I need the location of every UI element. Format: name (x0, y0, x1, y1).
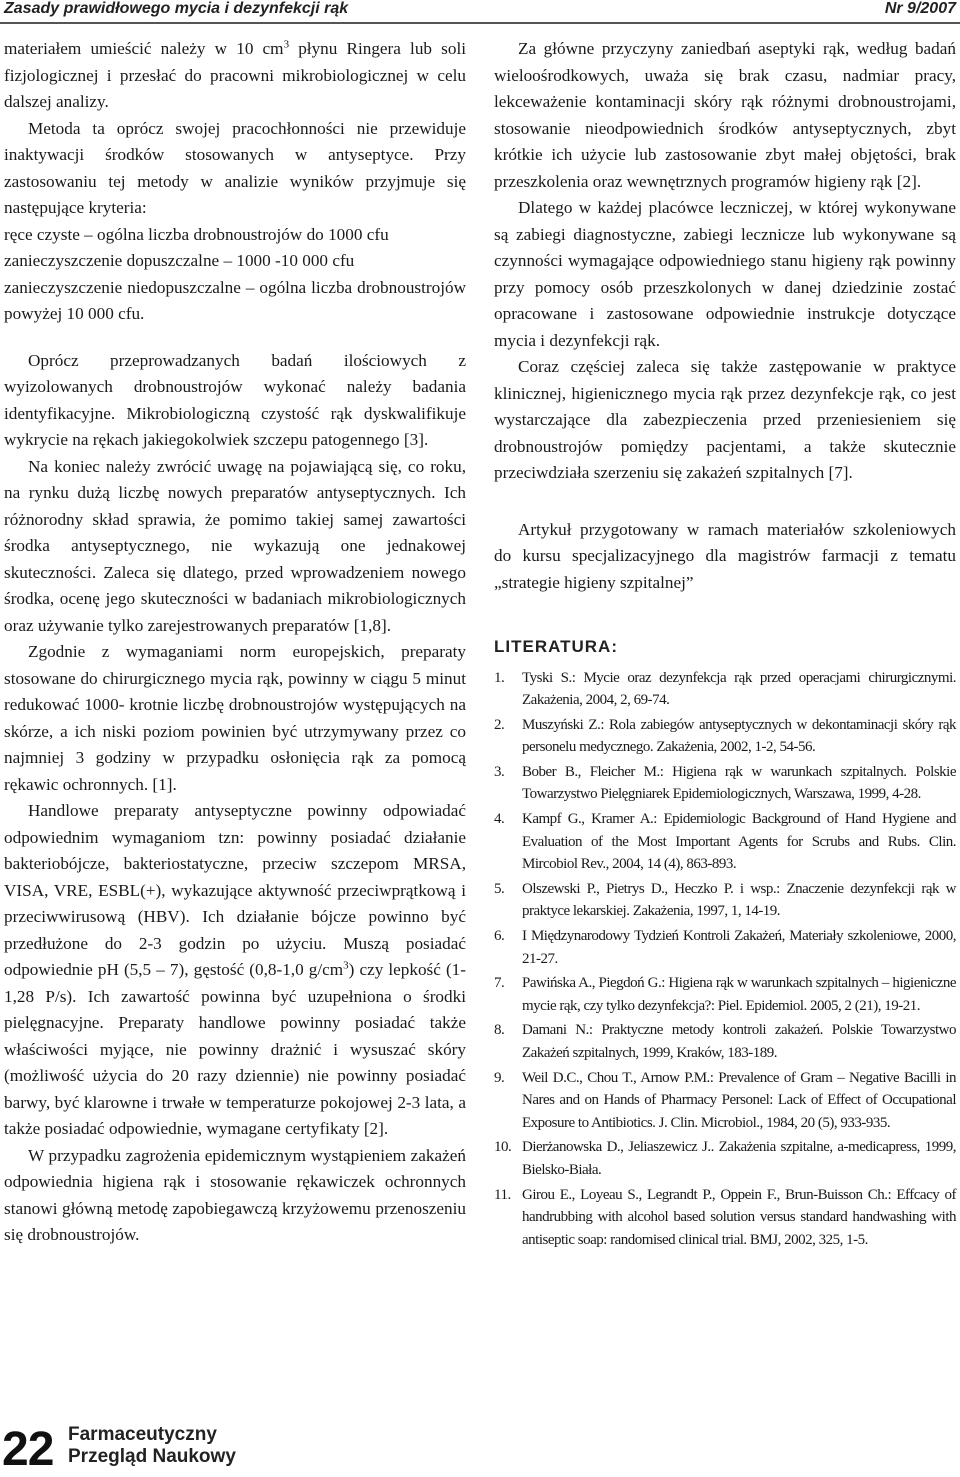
paragraph: Oprócz przeprowadzanych badań ilościowych z wyizolowanych drobnoustrojów wykonać należy badania identyfikacyjne. Mikrobiologiczną czystość rąk dyskwalifikuje wykrycie na rękach jakiegokolwiek szczepu patogennego [3]. (4, 350, 466, 449)
reference-item (494, 1184, 956, 1252)
reference-item (494, 972, 956, 1017)
reference-number: 3. (494, 763, 505, 780)
paragraph (4, 798, 466, 1143)
reference-item (494, 1067, 956, 1135)
right-column (494, 36, 956, 1253)
reference-text: Olszewski P., Pietrys D., Heczko P. i wsp.: Znaczenie dezynfekcji rąk w praktyce lekarskiej. Zakażenia, 1997, 1, 14-19. (522, 880, 956, 920)
criterion-clean: ręce czyste – ogólna liczba drobnoustrojów do 1000 cfu (4, 224, 389, 244)
article-note: Artykuł przygotowany w ramach materiałów szkoleniowych do kursu specjalizacyjnego dla magistrów farmacji z tematu „strategie higieny szpitalnej” (494, 519, 956, 592)
reference-item (494, 714, 956, 759)
text-run: materiałem umieścić należy w 10 cm (4, 39, 284, 58)
issue-number: Nr 9/2007 (884, 0, 956, 17)
superscript: 3 (283, 38, 290, 51)
journal-name-line1: Farmaceutyczny (68, 1424, 217, 1445)
reference-text: Damani N.: Praktyczne metody kontroli zakażeń. Polskie Towarzystwo Zakażeń szpitalnych, 1999, Kraków, 183-189. (522, 1022, 956, 1061)
paragraph: Zgodnie z wymaganiami norm europejskich, preparaty stosowane do chirurgicznego mycia rąk, powinny w ciągu 5 minut redukować 1000- krotnie liczbę drobnoustrojów występujących na skórze, a ich niski poziom powinien być utrzymywany przez co najmniej 3 godziny w przypadku osłonięcia rąk za pomocą rękawic ochronnych. [1]. (4, 642, 466, 794)
reference-number: 4. (494, 811, 505, 828)
reference-text: Muszyński Z.: Rola zabiegów antyseptycznych w dekontaminacji skóry rąk personelu medycznego. Zakażenia, 2002, 1-2, 54-56. (522, 716, 956, 756)
reference-item (494, 1019, 956, 1064)
running-title: Zasady prawidłowego mycia i dezynfekcji rąk (4, 0, 349, 17)
journal-name (68, 1424, 236, 1468)
paragraph: Metoda ta oprócz swojej pracochłonności nie przewiduje inaktywacji środków stosowanych w antyseptyce. Przy zastosowaniu tej metody w analizie wyników przyjmuje się następujące kryteria: (4, 118, 466, 217)
references-heading: LITERATURA: (494, 637, 618, 656)
reference-text: Kampf G., Kramer A.: Epidemiologic Background of Hand Hygiene and Evaluation of the Most Important Agents for Scrubs and Rubs. Clin. Mircobiol Rev., 2004, 14 (4), 863-893. (522, 811, 956, 873)
running-header (0, 0, 960, 24)
reference-text: Bober B., Fleicher M.: Higiena rąk w warunkach szpitalnych. Polskie Towarzystwo Pielęgniarek Epidemiologicznych, Warszawa, 1999, 4-28. (522, 763, 956, 803)
reference-item (494, 808, 956, 876)
text-run: ) czy lepkość (1-1,28 P/s). Ich zawartość powinna być uzupełniona o środki pielęgnacyjne. Preparaty handlowe powinny posiadać także właściwości myjące, nie powinny drażnić i wysuszać skóry (możliwość użycia do 20 razy dziennie) nie powinny posiadać barwy, być klarowne i trwałe w temperaturze pokojowej 2-3 lata, a także posiadać odpowiednie, wymagane certyfikaty [2]. (4, 960, 466, 1138)
reference-item (494, 925, 956, 970)
paragraph: Na koniec należy zwrócić uwagę na pojawiającą się, co roku, na rynku dużą liczbę nowych preparatów antyseptycznych. Ich różnorodny skład sprawia, że pomimo takiej samej zawartości środka antyseptycznego, nie wykazują one jednakowej skuteczności. Zaleca się dlatego, przed wprowadzeniem nowego środka, ocenę jego skuteczności w badaniach mikrobiologicznych oraz używanie tylko zarejestrowanych preparatów [1,8]. (4, 456, 466, 635)
reference-number: 5. (494, 880, 505, 897)
reference-text: Dierżanowska D., Jeliaszewicz J.. Zakażenia szpitalne, a-medicapress, 1999, Bielsko-Biała. (522, 1139, 956, 1178)
superscript: 3 (343, 959, 349, 972)
criterion-acceptable: zanieczyszczenie dopuszczalne – 1000 -10 000 cfu (4, 251, 355, 270)
reference-number: 9. (494, 1069, 505, 1086)
reference-text: Girou E., Loyeau S., Legrandt P., Oppein F., Brun-Buisson Ch.: Effcacy of handrubbing with alcohol based solution versus standard handwashing with antiseptic soap: randomised clinical trial. BMJ, 2002, 325, 1-5. (522, 1186, 956, 1248)
footer (0, 1418, 480, 1476)
paragraph (4, 36, 466, 116)
reference-text: I Międzynarodowy Tydzień Kontroli Zakażeń, Materiały szkoleniowe, 2000, 21-27. (522, 928, 956, 967)
reference-text: Tyski S.: Mycie oraz dezynfekcja rąk przed operacjami chirurgicznymi. Zakażenia, 2004, 2, 69-74. (522, 669, 956, 709)
reference-number: 6. (494, 928, 505, 945)
reference-number: 2. (494, 716, 505, 733)
text-run: Handlowe preparaty antyseptyczne powinny odpowiadać odpowiednim wymaganiom tzn: powinny posiadać działanie bakteriobójcze, bakteriostatyczne, przeciw szczepom MRSA, VISA, VRE, ESBL(+), wykazujące aktywność przeciwprątkową i przeciwwirusową (HBV). Ich działanie bójcze powinno być przedłużone do 2-3 godzin po użyciu. Muszą posiadać odpowiednie pH (5,5 – 7), gęstość (0,8-1,0 g/cm (4, 801, 466, 979)
journal-name-line2: Przegląd Naukowy (68, 1446, 236, 1467)
reference-number: 7. (494, 975, 505, 992)
paragraph: W przypadku zagrożenia epidemicznym wystąpieniem zakażeń odpowiednia higiena rąk i stosowanie rękawiczek ochronnych stanowi główną metodę zapobiegawczą krzyżowemu przenoszeniu się drobnoustrojów. (4, 1145, 466, 1244)
reference-number: 8. (494, 1022, 505, 1039)
page-number: 22 (2, 1423, 54, 1476)
reference-item (494, 878, 956, 923)
reference-text: Weil D.C., Chou T., Arnow P.M.: Prevalence of Gram – Negative Bacilli in Nares and on Hands of Pharmacy Personel: Lack of Effect of Occupational Exposure to Antibiotics. J. Clin. Microbiol., 1984, 20 (5), 933-935. (522, 1069, 956, 1131)
paragraph: Za główne przyczyny zaniedbań aseptyki rąk, według badań wieloośrodkowych, uważa się brak czasu, nadmiar pracy, lekceważenie kontaminacji skóry rąk różnymi drobnoustrojami, stosowanie nieodpowiednich środków antyseptycznych, zbyt krótkie ich użycie lub zastosowanie zbyt małej objętości, brak przeszkolenia oraz wewnętrznych programów higieny rąk [2]. (494, 39, 956, 191)
reference-item (494, 667, 956, 712)
reference-item (494, 761, 956, 806)
reference-item (494, 1136, 956, 1181)
paragraph: Coraz częściej zaleca się także zastępowanie w praktyce klinicznej, higienicznego mycia rąk przez dezynfekcje rąk, co jest wystarczające dla zabezpieczenia przed przeniesieniem się drobnoustrojów pomiędzy pacjentami, a także skutecznie przeciwdziała szerzeniu się zakażeń szpitalnych [7]. (494, 357, 956, 482)
reference-text: Pawińska A., Piegdoń G.: Higiena rąk w warunkach szpitalnych – higieniczne mycie rąk, czy tylko dezynfekcja?: Piel. Epidemiol. 2005, 2 (21), 19-21. (522, 975, 956, 1014)
reference-number: 10. (494, 1139, 512, 1156)
left-column (4, 36, 466, 1249)
reference-number: 1. (494, 669, 505, 686)
text-run: płynu Ringera lub soli fizjologicznej i przesłać do pracowni mikrobiologicznej w celu dalszej analizy. (4, 39, 466, 111)
paragraph: Dlatego w każdej placówce leczniczej, w której wykonywane są zabiegi diagnostyczne, zabiegi lecznicze lub wykonywane są czynności wymagające odpowiedniego stanu higieny rąk powinny przy pomocy osób przeszkolonych w danej dziedzinie zostać opracowane i zastosowane odpowiednie instrukcje dotyczące mycia i dezynfekcji rąk. (494, 198, 956, 350)
references-list (494, 667, 956, 1252)
criterion-unacceptable: zanieczyszczenie niedopuszczalne – ogólna liczba drobnoustrojów powyżej 10 000 cfu. (4, 277, 466, 323)
reference-number: 11. (494, 1186, 511, 1203)
